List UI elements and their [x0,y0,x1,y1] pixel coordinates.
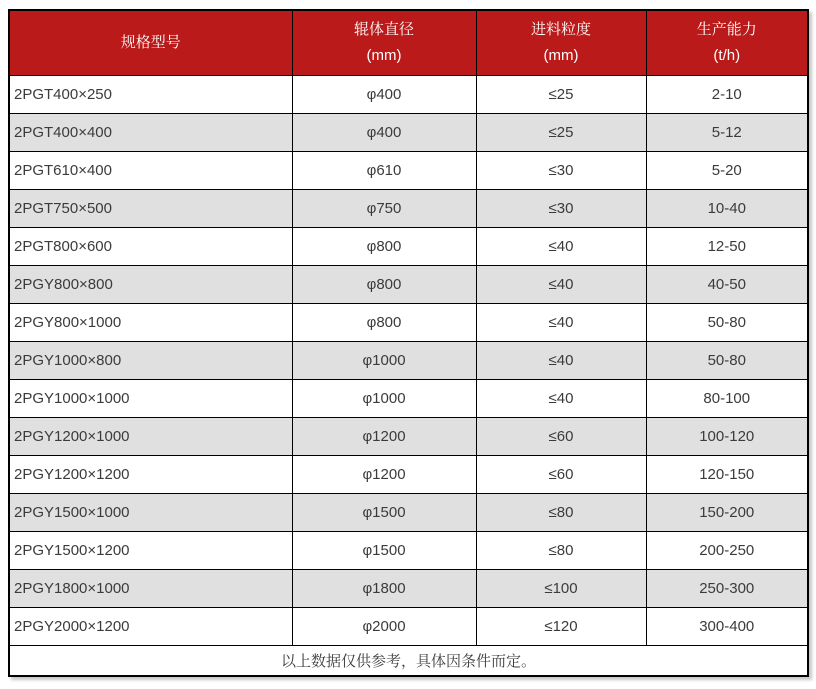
cell-roller-diameter: φ750 [292,189,476,227]
table-row [9,455,808,493]
cell-model: 2PGY1500×1000 [9,493,292,531]
table-row [9,531,808,569]
table-row [9,417,808,455]
cell-capacity: 200-250 [646,531,808,569]
header-cell-model [9,10,292,75]
cell-model: 2PGT400×250 [9,75,292,113]
cell-roller-diameter: φ800 [292,227,476,265]
cell-capacity: 2-10 [646,75,808,113]
cell-roller-diameter: φ610 [292,151,476,189]
table-row [9,569,808,607]
cell-feed-size: ≤80 [476,531,646,569]
header-capacity-unit: (t/h) [713,46,741,64]
cell-feed-size: ≤120 [476,607,646,645]
cell-capacity: 50-80 [646,303,808,341]
table-row [9,607,808,645]
table-row [9,227,808,265]
cell-roller-diameter: φ1800 [292,569,476,607]
header-feed-size-title: 进料粒度 [530,20,591,38]
cell-roller-diameter: φ800 [292,303,476,341]
cell-capacity: 10-40 [646,189,808,227]
footer-note: 以上数据仅供参考，具体因条件而定。 [9,645,808,676]
table-row [9,379,808,417]
cell-model: 2PGY1200×1000 [9,417,292,455]
header-capacity-title: 生产能力 [696,20,757,38]
cell-model: 2PGT400×400 [9,113,292,151]
cell-roller-diameter: φ1200 [292,417,476,455]
cell-feed-size: ≤80 [476,493,646,531]
cell-model: 2PGT800×600 [9,227,292,265]
cell-capacity: 50-80 [646,341,808,379]
cell-roller-diameter: φ1000 [292,341,476,379]
cell-capacity: 100-120 [646,417,808,455]
header-row [9,10,808,75]
header-cell-capacity [646,10,808,75]
table-row [9,189,808,227]
table-header [9,10,808,75]
cell-model: 2PGY1200×1200 [9,455,292,493]
cell-roller-diameter: φ400 [292,113,476,151]
cell-capacity: 300-400 [646,607,808,645]
cell-feed-size: ≤30 [476,189,646,227]
cell-model: 2PGY1800×1000 [9,569,292,607]
cell-feed-size: ≤40 [476,379,646,417]
cell-feed-size: ≤100 [476,569,646,607]
cell-roller-diameter: φ1500 [292,493,476,531]
table-row [9,303,808,341]
cell-feed-size: ≤40 [476,303,646,341]
cell-capacity: 5-20 [646,151,808,189]
table-row [9,75,808,113]
cell-roller-diameter: φ1200 [292,455,476,493]
header-feed-size-unit: (mm) [543,46,579,64]
cell-model: 2PGY1000×1000 [9,379,292,417]
cell-model: 2PGY2000×1200 [9,607,292,645]
cell-feed-size: ≤60 [476,417,646,455]
header-cell-roller-diameter [292,10,476,75]
table-row [9,151,808,189]
cell-model: 2PGT750×500 [9,189,292,227]
cell-capacity: 12-50 [646,227,808,265]
cell-feed-size: ≤30 [476,151,646,189]
cell-feed-size: ≤40 [476,227,646,265]
cell-roller-diameter: φ1500 [292,531,476,569]
cell-feed-size: ≤25 [476,75,646,113]
cell-capacity: 5-12 [646,113,808,151]
cell-model: 2PGY800×1000 [9,303,292,341]
cell-roller-diameter: φ1000 [292,379,476,417]
footer-row [9,645,808,676]
table-footer [9,645,808,676]
cell-feed-size: ≤40 [476,341,646,379]
table-row [9,265,808,303]
cell-feed-size: ≤25 [476,113,646,151]
cell-model: 2PGT610×400 [9,151,292,189]
header-cell-feed-size [476,10,646,75]
cell-model: 2PGY1500×1200 [9,531,292,569]
cell-capacity: 40-50 [646,265,808,303]
cell-roller-diameter: φ2000 [292,607,476,645]
cell-capacity: 150-200 [646,493,808,531]
cell-feed-size: ≤40 [476,265,646,303]
table-body [9,75,808,645]
table-row [9,113,808,151]
cell-capacity: 250-300 [646,569,808,607]
cell-model: 2PGY1000×800 [9,341,292,379]
cell-capacity: 120-150 [646,455,808,493]
cell-model: 2PGY800×800 [9,265,292,303]
cell-feed-size: ≤60 [476,455,646,493]
specification-table [8,9,809,677]
cell-capacity: 80-100 [646,379,808,417]
cell-roller-diameter: φ400 [292,75,476,113]
table-row [9,493,808,531]
header-roller-diameter-unit: (mm) [366,46,402,64]
table-row [9,341,808,379]
header-model-title: 规格型号 [120,33,181,51]
cell-roller-diameter: φ800 [292,265,476,303]
header-roller-diameter-title: 辊体直径 [353,20,414,38]
